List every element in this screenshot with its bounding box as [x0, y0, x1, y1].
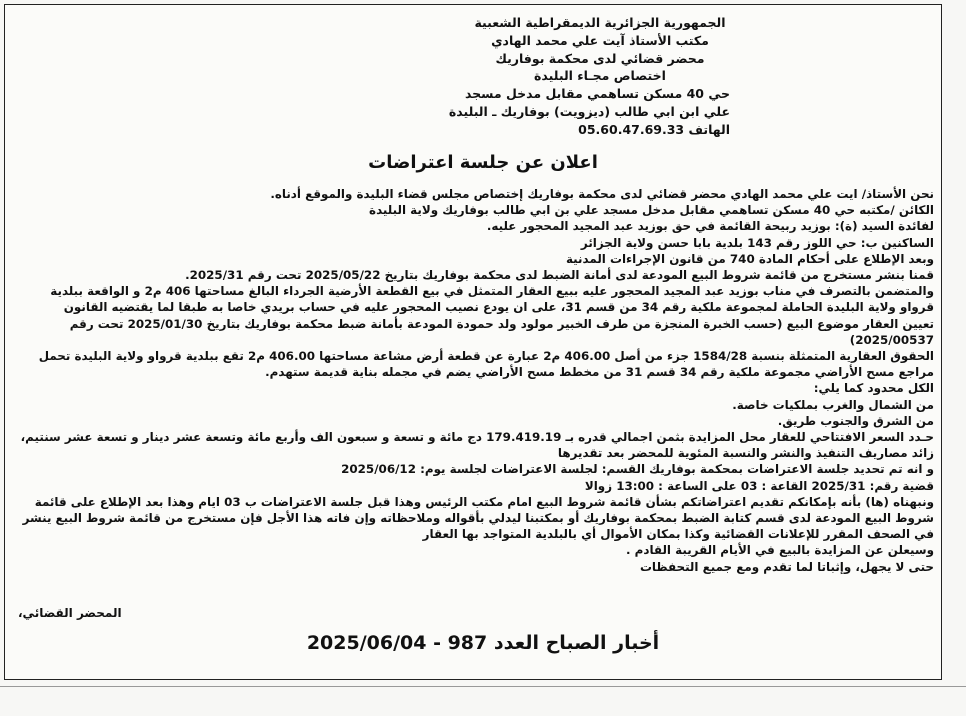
body-line: شروط البيع المودعة لدى قسم كتابة الضبط بمحكمة بوفاريك أو بمكتبنا ليدلي بأقواله وملاحظاته وإن فاته هذا الأجل فإن مستخرج من قائمة شروط البيع ينشر — [22, 511, 934, 526]
body-line: الحقوق العقارية المتمثلة بنسبة 1584/28 جزء من أصل 406.00 م2 عبارة عن قطعة أرض مشاعة مساحتها 406.00 م2 تقع ببلدية قرواو ولاية البليدة تحمل — [38, 349, 934, 364]
body-line: نحن الأستاذ/ ايت علي محمد الهادي محضر قضائي لدى محكمة بوفاريك إختصاص مجلس قضاء البليدة والموقع أدناه. — [270, 187, 934, 201]
body-line: 2025/00537) — [849, 332, 934, 347]
body-line: حتى لا يجهل، وإثباتا لما تقدم ومع جميع التحفظات — [639, 559, 934, 574]
body-line: قرواو ولاية البليدة الحاملة لمجموعة ملكية رقم 34 من قسم 31، على ان يودع نصيب المحجور عليه في حساب بريدي خاصا به طبقا لما يقتضيه القانون — [63, 300, 934, 315]
body-line: وسيعلن عن المزايدة بالبيع في الأيام القريبة القادم . — [625, 543, 934, 558]
header-line: حي 40 مسكن تساهمي مقابل مدخل مسجد — [464, 86, 730, 102]
notice-header — [448, 14, 730, 139]
newspaper-footer: أخبار الصباح العدد 987 - 2025/06/04 — [306, 632, 660, 654]
header-line: محضر قضائي لدى محكمة بوفاريك — [495, 50, 705, 66]
body-line: قضية رقم: 2025/31 القاعة : 03 على الساعة : 13:00 زوالا — [584, 478, 934, 493]
body-line: في الصحف المقرر للإعلانات القضائية وكذا بمكان الأموال أي بالبلدية المتواجد بها العقار — [422, 527, 934, 542]
body-line: وبعد الإطلاع على أحكام المادة 740 من قانون الإجراءات المدنية — [565, 251, 934, 266]
body-line: و انه تم تحديد جلسة الاعتراضات بمحكمة بوفاريك القسم: لجلسة الاعتراضات لجلسة يوم: 2025/06/12 — [341, 462, 934, 477]
header-line: اختصاص مجـاء البليدة — [534, 68, 666, 84]
body-line: حـدد السعر الافتتاحي للعقار محل المزايدة بثمن اجمالي قدره بـ 179.419.19 دج مائة و تسعة و سبعون الف وأربع مائة وتسعة عشر دينار و تسعة عشر سنتيم، — [20, 430, 934, 445]
body-line: والمتضمن بالتصرف في مناب بوزيد عبد المجيد المحجور عليه ببيع العقار المتمثل في بيع القطعة الأرضية الجرداء البالغ مساحتها 406 م2 و الواقعة ببلدية — [50, 284, 934, 299]
body-line: لفائدة السيد (ة): بوزيد ربيحة القائمة في حق بوزيد عبد المجيد المحجور عليه. — [486, 219, 934, 234]
header-phone: الهاتف 05.60.47.69.33 — [578, 121, 730, 137]
header-line: الجمهورية الجزائرية الديمقراطية الشعبية — [474, 15, 726, 30]
body-line: من الشرق والجنوب طريق. — [777, 413, 934, 428]
divider — [0, 686, 966, 687]
body-line: الكائن /مكتبه حي 40 مسكن تساهمي مقابل مدخل مسجد علي بن ابي طالب بوفاريك ولاية البليدة — [369, 203, 934, 218]
header-line: مكتب الأستاذ آيت علي محمد الهادي — [491, 32, 709, 48]
signature: المحضر القضائي، — [18, 606, 122, 620]
header-line: علي ابن ابي طالب (ديزويت) بوفاريك ـ البليدة — [448, 103, 730, 119]
body-line: الساكنين ب: حي اللوز رقم 143 بلدية بابا حسن ولاية الجزائر — [580, 235, 934, 250]
body-line: زائد مصاريف التنفيذ والنشر والنسبة المئوية للمحضر بعد تقديرها — [557, 446, 934, 461]
body-line: قمنا بنشر مستخرج من قائمة شروط البيع المودعة لدى أمانة الضبط لدى محكمة بوفاريك بتاريخ 2025/05/22 تحت رقم 2025/31. — [185, 268, 934, 283]
body-line: الكل محدود كما يلي: — [813, 381, 934, 396]
notice-body — [16, 186, 934, 575]
body-line: من الشمال والغرب بملكيات خاصة. — [732, 397, 934, 412]
body-line: ونبهناه (ها) بأنه بإمكانكم تقديم اعتراضاتكم بشأن قائمة شروط البيع امام مكتب الرئيس وهذا قبل جلسة الاعتراضات ب 03 ايام وهذا بعد الإطلاع على قائمة — [34, 494, 934, 509]
notice-title: اعلان عن جلسة اعتراضات — [368, 152, 598, 173]
body-line: تعيين العقار موضوع البيع (حسب الخبرة المنجزة من طرف الخبير مولود ولد حمودة المودعة بأمانة ضبط محكمة بوفاريك بتاريخ 2025/01/30 تحت رقم — [69, 316, 934, 331]
body-line: مراجع مسح الأراضي مجموعة ملكية رقم 34 قسم 31 من مخطط مسح الأراضي يضم في مجمله بناية قديمة ستهدم. — [265, 365, 934, 380]
